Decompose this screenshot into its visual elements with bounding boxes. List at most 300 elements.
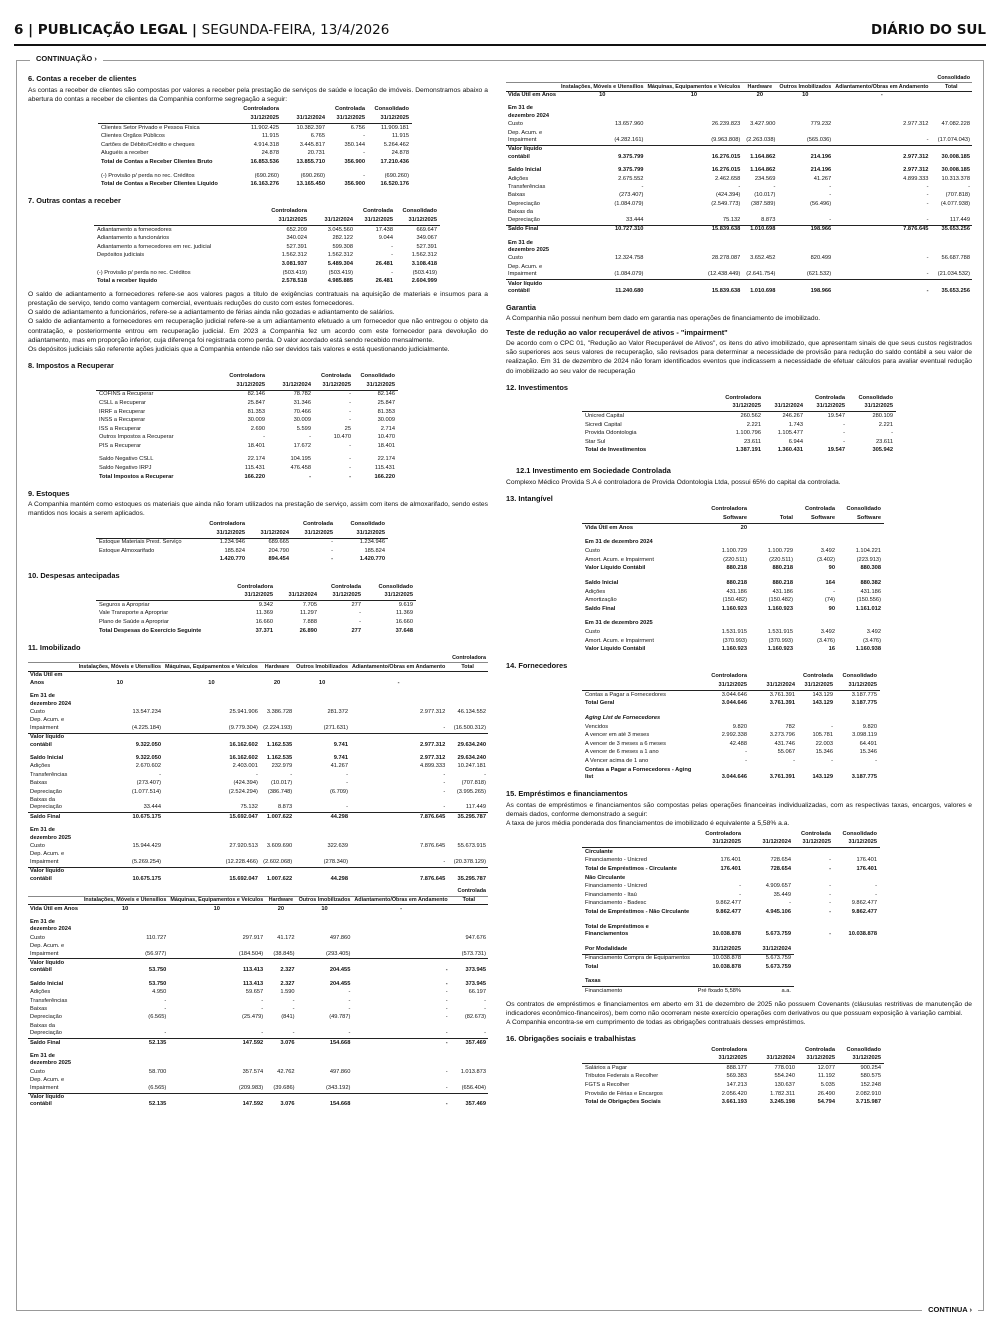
row-label: Total de Contas a Receber Clientes Líquido <box>101 181 218 188</box>
row-label <box>582 514 702 523</box>
column-header: Instalações, Móveis e Utensílios <box>78 663 162 670</box>
table-cell: 1.160.938 <box>855 646 881 653</box>
row-label: Amort. Acum. e Impairment <box>585 556 654 563</box>
column-header <box>28 896 82 904</box>
table-cell: Software <box>796 514 838 523</box>
table-cell: Controladora <box>229 373 265 380</box>
table-cell: 31/12/2025 <box>204 529 248 538</box>
table-cell: 8.873 <box>761 216 776 223</box>
row-label: Não Circulante <box>585 874 626 881</box>
row-label: Custo <box>30 934 45 941</box>
table-cell: 81.353 <box>377 408 395 415</box>
table-cell: 70.466 <box>293 408 311 415</box>
row-label: Unicred Capital <box>585 413 624 420</box>
table-row <box>28 1068 488 1076</box>
table-cell: - <box>261 1006 264 1013</box>
table-row <box>582 732 880 741</box>
table-cell: (503.419) <box>412 269 437 276</box>
table-cell: (25.479) <box>242 1014 264 1021</box>
table-cell: (150.482) <box>722 597 747 604</box>
table-cell: (278.340) <box>323 858 348 865</box>
table-row <box>96 456 398 465</box>
table-cell: 7.705 <box>302 601 317 608</box>
row-label: Adições <box>30 763 51 770</box>
table-cell <box>750 506 796 515</box>
table-cell: 10.727.310 <box>559 225 645 234</box>
investments-table <box>582 394 896 455</box>
row-label <box>98 114 236 123</box>
table-cell: 431.746 <box>774 740 795 747</box>
table-cell <box>276 583 320 592</box>
table-cell: 31/12/2024 <box>268 381 314 390</box>
fixed-assets-controlada-table <box>28 888 488 1110</box>
table-cell: 1.531.915 <box>767 629 793 636</box>
table-cell: Consolidado <box>846 1046 881 1053</box>
table-cell <box>77 693 163 709</box>
table-cell: 2.675.552 <box>618 175 644 182</box>
table-cell <box>744 830 794 839</box>
row-label: Em 31 de dezembro 2025 <box>30 1053 72 1067</box>
table-cell: 9.619 <box>398 601 413 608</box>
table-cell: - <box>164 1030 167 1037</box>
row-label: (-) Provisão p/ perda no rec. Créditos <box>101 172 195 179</box>
table-cell: - <box>891 430 893 437</box>
table-row <box>506 184 972 192</box>
column-header: Máquinas, Equipamentos e Veículos <box>165 663 258 670</box>
table-cell: 52.135 <box>82 1093 168 1109</box>
table-cell: 166.220 <box>374 473 395 480</box>
row-label: Depósitos judiciais <box>97 252 145 259</box>
table-cell: 8.873 <box>277 804 293 811</box>
table-cell: 82.146 <box>247 391 265 398</box>
table-cell: 31/12/2025 <box>798 1055 838 1064</box>
row-label: Circulante <box>585 848 613 855</box>
table-cell: 53.750 <box>148 980 167 987</box>
table-cell <box>260 693 294 709</box>
table-cell: (707.818) <box>461 780 486 787</box>
table-cell: (3.476) <box>862 637 881 644</box>
table-cell: - <box>331 547 333 554</box>
table-cell: Consolidado <box>378 583 413 590</box>
table-cell: 204.455 <box>329 980 351 987</box>
table-cell: 176.401 <box>856 857 877 864</box>
table-cell: 185.824 <box>364 547 385 554</box>
section-text: As contas de empréstimos e financiamentos são compostas pelas operações financeiras individualizadas, com as respectivas taxas, encargos, valores e demais dados, conforme demonstrado a seguir: <box>506 801 972 818</box>
table-cell: (9.963.808) <box>711 137 741 144</box>
row-label: IRRF a Recuperar <box>99 408 146 415</box>
table-cell: (150.556) <box>856 597 881 604</box>
table-cell: 59.657 <box>245 989 264 996</box>
table-row <box>96 538 388 547</box>
table-row <box>582 723 880 732</box>
row-label: Dep. Acum. e Impairment <box>508 129 543 144</box>
table-row <box>28 1093 488 1109</box>
table-cell <box>798 714 836 723</box>
table-cell <box>352 943 449 959</box>
row-label: Adiantamento a funcionários <box>97 235 170 242</box>
table-cell: 22.003 <box>815 740 833 747</box>
table-cell: 16.660 <box>255 619 273 626</box>
table-cell: 652.209 <box>286 226 307 233</box>
row-label: A vencer de 6 meses a 1 ano <box>585 749 659 756</box>
table-cell: 13.165.450 <box>296 181 325 188</box>
table-cell: (74) <box>824 597 835 604</box>
table-cell: - <box>261 997 264 1004</box>
table-cell: 31/12/2025 <box>794 839 834 848</box>
table-cell: 280.109 <box>872 413 893 420</box>
table-cell: - <box>833 588 835 595</box>
table-cell: 9.741 <box>333 754 348 761</box>
table-cell <box>645 105 742 121</box>
row-label: Tributos Federais a Recolher <box>585 1073 659 1080</box>
table-row <box>582 1090 884 1099</box>
table-row <box>94 260 440 269</box>
table-cell: 1.590 <box>280 989 295 996</box>
table-row <box>506 239 972 255</box>
table-cell: 214.196 <box>810 167 832 174</box>
table-cell: 2.977.312 <box>419 754 446 761</box>
table-row <box>94 208 440 217</box>
table-cell <box>268 373 314 382</box>
row-label: Valor líquido contábil <box>28 867 77 883</box>
header-section: 6 | PUBLICAÇÃO LEGAL | <box>14 22 197 38</box>
row-label: Em 31 de dezembro 2025 <box>585 620 653 627</box>
section-title: 12.1 Investimento em Sociedade Controlada <box>516 466 671 476</box>
table-cell: (6.565) <box>148 1084 167 1091</box>
row-label: A Vencer acima de 1 ano <box>585 758 649 764</box>
table-cell: 2.977.312 <box>833 145 930 161</box>
table-cell: 22.174 <box>377 456 395 463</box>
table-cell: 349.067 <box>416 235 437 242</box>
table-cell <box>694 848 744 857</box>
table-cell: - <box>829 900 831 907</box>
row-label: Valor líquido contábil <box>506 280 559 296</box>
table-cell: (12.228.466) <box>225 858 258 865</box>
table-cell: 2.221 <box>746 421 761 428</box>
row-label: Depreciação <box>508 200 540 207</box>
table-row <box>28 780 488 788</box>
table-cell: 31/12/2025 <box>702 681 750 690</box>
table-cell: 31/12/2025 <box>336 529 388 538</box>
table-cell: 669.647 <box>416 226 437 233</box>
table-cell: - <box>391 269 393 276</box>
table-cell <box>834 848 880 857</box>
table-row <box>582 700 880 709</box>
table-cell: 58.700 <box>148 1068 167 1075</box>
row-label <box>94 216 264 225</box>
table-cell: 75.132 <box>722 216 741 223</box>
section-text: A Companhia não possui nenhum bem dado em garantia nas operações de financiamento de imobilizado. <box>506 315 821 323</box>
table-cell: (39.686) <box>273 1084 295 1091</box>
table-cell: 2.977.312 <box>903 167 929 174</box>
table-cell: 35.653.256 <box>930 280 972 296</box>
table-row <box>582 857 880 866</box>
table-cell: 3.652.452 <box>750 255 776 262</box>
row-label <box>582 673 702 682</box>
table-cell: - <box>829 192 832 199</box>
table-cell: (2.602.068) <box>263 858 293 865</box>
table-cell: 17.672 <box>293 442 311 449</box>
column-header: Máquinas, Equipamentos e Veículos <box>170 897 264 904</box>
table-row <box>96 556 388 565</box>
table-cell <box>265 918 296 934</box>
table-cell: (573.731) <box>461 950 486 957</box>
table-cell: 104.195 <box>290 456 311 463</box>
table-cell: - <box>445 980 448 987</box>
table-cell: 31/12/2024 <box>744 945 794 954</box>
row-label: Saldo Negativo CSLL <box>99 456 154 463</box>
table-cell: 260.562 <box>740 413 761 420</box>
table-cell: 1.360.431 <box>777 447 803 454</box>
table-cell: (10.017) <box>270 780 293 787</box>
row-label: Plano de Saúde a Apropriar <box>99 619 169 626</box>
table-cell: 1.420.770 <box>359 556 385 563</box>
table-cell <box>750 714 798 723</box>
row-label <box>582 506 702 515</box>
table-cell: (370.993) <box>768 637 793 644</box>
table-cell: 3.386.728 <box>266 708 293 715</box>
row-label: Saldo Final <box>28 813 77 822</box>
table-cell: (3.995.265) <box>456 788 486 795</box>
table-row <box>582 430 896 439</box>
table-cell <box>450 905 488 914</box>
table-cell: 19.547 <box>827 447 845 454</box>
column-header: Instalações, Móveis e Utensílios <box>561 83 644 90</box>
table-row <box>506 192 972 200</box>
table-cell: 13.855.710 <box>296 159 325 165</box>
row-label: Valor líquido contábil <box>28 733 77 749</box>
table-cell: 431.186 <box>726 588 747 595</box>
table-row <box>98 141 412 150</box>
row-label: Custo <box>30 843 45 850</box>
table-cell: 782 <box>785 723 795 730</box>
table-cell: 894.454 <box>268 556 289 563</box>
row-label: Total a receber líquido <box>97 278 158 285</box>
header-date: SEGUNDA-FEIRA, 13/4/2026 <box>201 22 390 38</box>
table-cell: 880.218 <box>726 579 747 586</box>
row-label: Vale Transporte a Apropriar <box>99 610 169 617</box>
table-cell: 10 <box>213 905 220 912</box>
table-header-row <box>28 663 488 671</box>
table-cell: 1.743 <box>788 421 803 428</box>
table-cell: 28.278.087 <box>711 255 741 262</box>
row-label: Em 31 de dezembro 2025 <box>508 239 550 253</box>
row-label: Amort. Acum. e Impairment <box>585 637 654 644</box>
table-cell: - <box>349 473 351 480</box>
table-cell: 6.765 <box>310 133 325 140</box>
table-cell: (220.511) <box>769 556 793 563</box>
table-cell: (2.224.193) <box>263 724 293 731</box>
left-column <box>28 74 488 1109</box>
table-cell: - <box>352 1039 449 1048</box>
table-cell: - <box>261 1030 264 1037</box>
table-row <box>582 539 884 548</box>
table-cell: Total <box>750 514 796 523</box>
table-cell: (1.084.079) <box>614 200 644 207</box>
row-label: Provida Odontologia <box>585 430 637 437</box>
table-cell: - <box>829 216 832 223</box>
table-row <box>582 403 896 412</box>
table-row <box>582 691 880 700</box>
table-cell: - <box>880 92 883 98</box>
table-cell: 3.761.391 <box>769 700 795 707</box>
table-cell: 143.129 <box>812 774 833 780</box>
table-cell <box>282 106 328 115</box>
table-cell: (21.034.532) <box>937 271 970 278</box>
table-row <box>506 145 972 161</box>
table-cell <box>742 105 777 121</box>
table-cell: 9.741 <box>294 733 350 749</box>
table-cell: 13.547.234 <box>132 708 162 715</box>
table-cell: 1.387.191 <box>735 447 761 454</box>
table-cell: 10.470 <box>333 434 351 441</box>
table-cell: 373.945 <box>465 980 486 987</box>
table-cell: - <box>829 908 831 915</box>
table-cell: 10 <box>121 905 129 912</box>
table-row <box>28 918 488 934</box>
table-cell: - <box>331 539 333 546</box>
table-cell: 2.462.658 <box>715 175 741 182</box>
table-cell: 143.129 <box>812 700 833 707</box>
table-cell: (17.074.043) <box>937 137 970 144</box>
table-cell: 476.458 <box>290 465 311 472</box>
table-cell: 115.431 <box>244 465 265 472</box>
row-label <box>96 373 222 382</box>
table-cell: 1.562.312 <box>281 252 307 259</box>
table-cell: 12.324.758 <box>614 255 644 262</box>
loans-modality-table <box>582 945 794 972</box>
row-label: Baixas <box>30 780 48 787</box>
table-row <box>582 628 884 637</box>
table-cell: 31/12/2025 <box>222 381 268 390</box>
table-row <box>582 1099 884 1108</box>
table-cell: Controladora <box>711 506 747 513</box>
table-cell: - <box>346 804 348 811</box>
section-text: A taxa de juros média ponderada dos financiamentos de imobilizado é equivalente a 5,58% a.a. <box>506 819 790 827</box>
note-paragraph: Os contratos de empréstimos e financiamentos em aberto em 31 de dezembro de 2025 não possuem Covenants (cláusulas restritivas de manutenção de indicadores econômico-financeiros), bem como não ocorreram neste exercício operações com derivativos ou que possuam exposição à variação cambial. <box>506 1001 972 1018</box>
table-cell: 115.431 <box>374 465 395 472</box>
table-cell: 29.634.240 <box>457 754 486 761</box>
row-label: Custo <box>585 547 600 554</box>
table-cell <box>447 671 488 687</box>
table-row <box>94 216 440 225</box>
row-label: Dep. Acum. e Impairment <box>30 1077 65 1091</box>
table-row <box>28 997 488 1005</box>
table-cell: 10 <box>208 679 215 686</box>
row-label <box>582 839 694 848</box>
table-cell: 373.945 <box>450 959 488 975</box>
table-cell <box>777 105 833 121</box>
table-cell: 3.245.198 <box>769 1099 795 1106</box>
table-cell: 35.449 <box>773 891 791 898</box>
table-cell: 90 <box>828 605 835 612</box>
table-cell: 1.234.946 <box>359 539 385 546</box>
section-title: 11. Imobilizado <box>28 642 81 652</box>
table-cell: 31/12/2025 <box>354 381 398 390</box>
table-cell: 9.862.477 <box>715 900 741 907</box>
table-cell: (293.405) <box>326 950 351 957</box>
table-cell: - <box>346 780 348 787</box>
table-cell: 2.604.999 <box>411 278 437 285</box>
table-cell: 356.900 <box>344 159 365 165</box>
row-label <box>582 1046 702 1055</box>
table-row <box>28 708 488 716</box>
table-cell: 9.342 <box>258 601 273 608</box>
table-caption-row <box>28 654 488 663</box>
table-cell: 1.160.923 <box>721 646 747 653</box>
table-cell: 1.420.770 <box>219 556 245 563</box>
table-cell: 20 <box>273 679 281 686</box>
table-row <box>96 390 398 399</box>
table-cell: 15.346 <box>815 749 833 756</box>
table-cell: 143.129 <box>812 691 833 698</box>
table-row <box>96 610 416 619</box>
table-row <box>582 874 880 883</box>
table-cell: 31/12/2025 <box>236 114 282 123</box>
table-cell <box>777 239 833 255</box>
table-cell: 37.648 <box>395 627 413 634</box>
table-row <box>28 934 488 942</box>
table-cell <box>796 620 838 629</box>
table-cell: (424.394) <box>715 192 741 199</box>
table-row <box>98 181 412 190</box>
table-cell: 16 <box>828 646 835 653</box>
table-cell: (690.260) <box>384 172 409 179</box>
table-cell: 3.044.646 <box>721 691 747 698</box>
inventory-table <box>96 521 388 565</box>
table-cell: 31/12/2025 <box>806 403 848 412</box>
table-cell: 35.295.787 <box>447 813 488 822</box>
table-cell: 105.781 <box>812 732 833 739</box>
table-row <box>96 473 398 482</box>
table-cell: 31/12/2025 <box>798 681 836 690</box>
table-cell: 147.592 <box>168 1039 265 1048</box>
table-row <box>28 1077 488 1093</box>
table-cell: (3.402) <box>816 556 835 563</box>
table-cell: 204.455 <box>297 959 353 975</box>
table-cell <box>750 523 796 532</box>
table-cell: 31/12/2025 <box>396 216 440 225</box>
table-cell: 2.714 <box>380 425 395 432</box>
table-cell: - <box>739 883 741 890</box>
table-cell: (38.845) <box>273 950 295 957</box>
table-cell: - <box>745 758 747 764</box>
table-row <box>582 1064 884 1073</box>
table-cell: 9.375.799 <box>559 145 645 161</box>
table-cell: 31.346 <box>293 399 311 406</box>
table-cell: 214.196 <box>777 145 833 161</box>
table-cell: 1.234.946 <box>219 539 245 546</box>
table-cell: (184.504) <box>238 950 264 957</box>
table-cell: - <box>349 442 351 449</box>
table-cell: 31/12/2025 <box>232 592 276 601</box>
table-cell: (370.993) <box>722 637 747 644</box>
table-cell: - <box>926 255 929 262</box>
table-cell <box>833 239 930 255</box>
table-cell: 728.654 <box>770 857 791 864</box>
table-cell: 13.657.960 <box>614 121 644 128</box>
table-cell: 900.254 <box>860 1064 881 1071</box>
table-cell: - <box>831 723 833 730</box>
table-cell: 10.470 <box>377 434 395 441</box>
table-cell: 527.391 <box>286 243 307 250</box>
table-cell: - <box>290 771 293 778</box>
table-row <box>506 200 972 208</box>
table-cell: 44.298 <box>294 813 350 822</box>
table-cell: Controladora <box>243 106 279 113</box>
table-caption-row <box>506 74 972 83</box>
table-cell: (424.394) <box>233 780 258 787</box>
